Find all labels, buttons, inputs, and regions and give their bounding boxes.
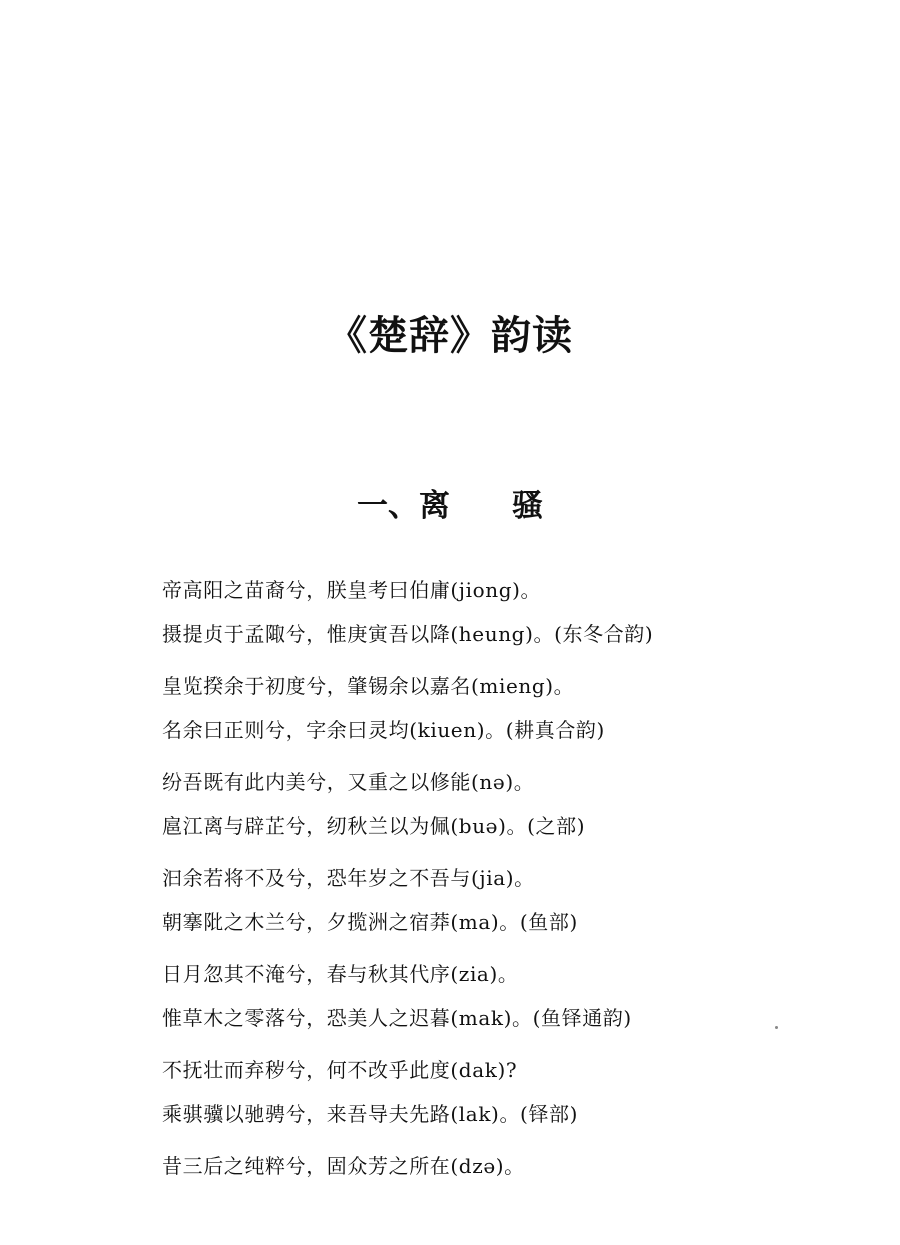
stanza-1 <box>162 568 882 656</box>
verse-line: 纷吾既有此内美兮，又重之以修能(nə)。 <box>162 770 535 794</box>
verse-line: 汩余若将不及兮，恐年岁之不吾与(jia)。 <box>162 866 535 890</box>
verse-line: 昔三后之纯粹兮，固众芳之所在(dzə)。 <box>162 1154 525 1178</box>
stanza-4 <box>162 856 882 944</box>
scan-speck <box>775 1026 778 1029</box>
verse-line: 摄提贞于孟陬兮，惟庚寅吾以降(heung)。(东冬合韵) <box>162 622 654 646</box>
verse-line: 朝搴阰之木兰兮，夕揽洲之宿莽(ma)。(鱼部) <box>162 910 578 934</box>
verse-line: 帝高阳之苗裔兮，朕皇考曰伯庸(jiong)。 <box>162 578 542 602</box>
verse-line: 皇览揆余于初度兮，肇锡余以嘉名(mieng)。 <box>162 674 575 698</box>
verse-line: 日月忽其不淹兮，春与秋其代序(zia)。 <box>162 962 519 986</box>
poem-body <box>162 568 882 1196</box>
chapter-number: 一、 <box>357 488 419 524</box>
verse-line: 扈江离与辟芷兮，纫秋兰以为佩(buə)。(之部) <box>162 814 586 838</box>
chapter-title-part-2: 骚 <box>512 488 543 524</box>
verse-line: 名余曰正则兮，字余曰灵均(kiuen)。(耕真合韵) <box>162 718 605 742</box>
stanza-7 <box>162 1144 882 1188</box>
stanza-3 <box>162 760 882 848</box>
stanza-2 <box>162 664 882 752</box>
book-title: 《楚辞》韵读 <box>327 312 573 359</box>
stanza-6 <box>162 1048 882 1136</box>
chapter-title-part-1: 离 <box>419 488 450 524</box>
verse-line: 不抚壮而弃秽兮，何不改乎此度(dak)? <box>162 1058 518 1082</box>
chapter-title <box>0 484 900 528</box>
verse-line: 惟草木之零落兮，恐美人之迟暮(mak)。(鱼铎通韵) <box>162 1006 632 1030</box>
verse-line: 乘骐骥以驰骋兮，来吾导夫先路(lak)。(铎部) <box>162 1102 579 1126</box>
stanza-5 <box>162 952 882 1040</box>
